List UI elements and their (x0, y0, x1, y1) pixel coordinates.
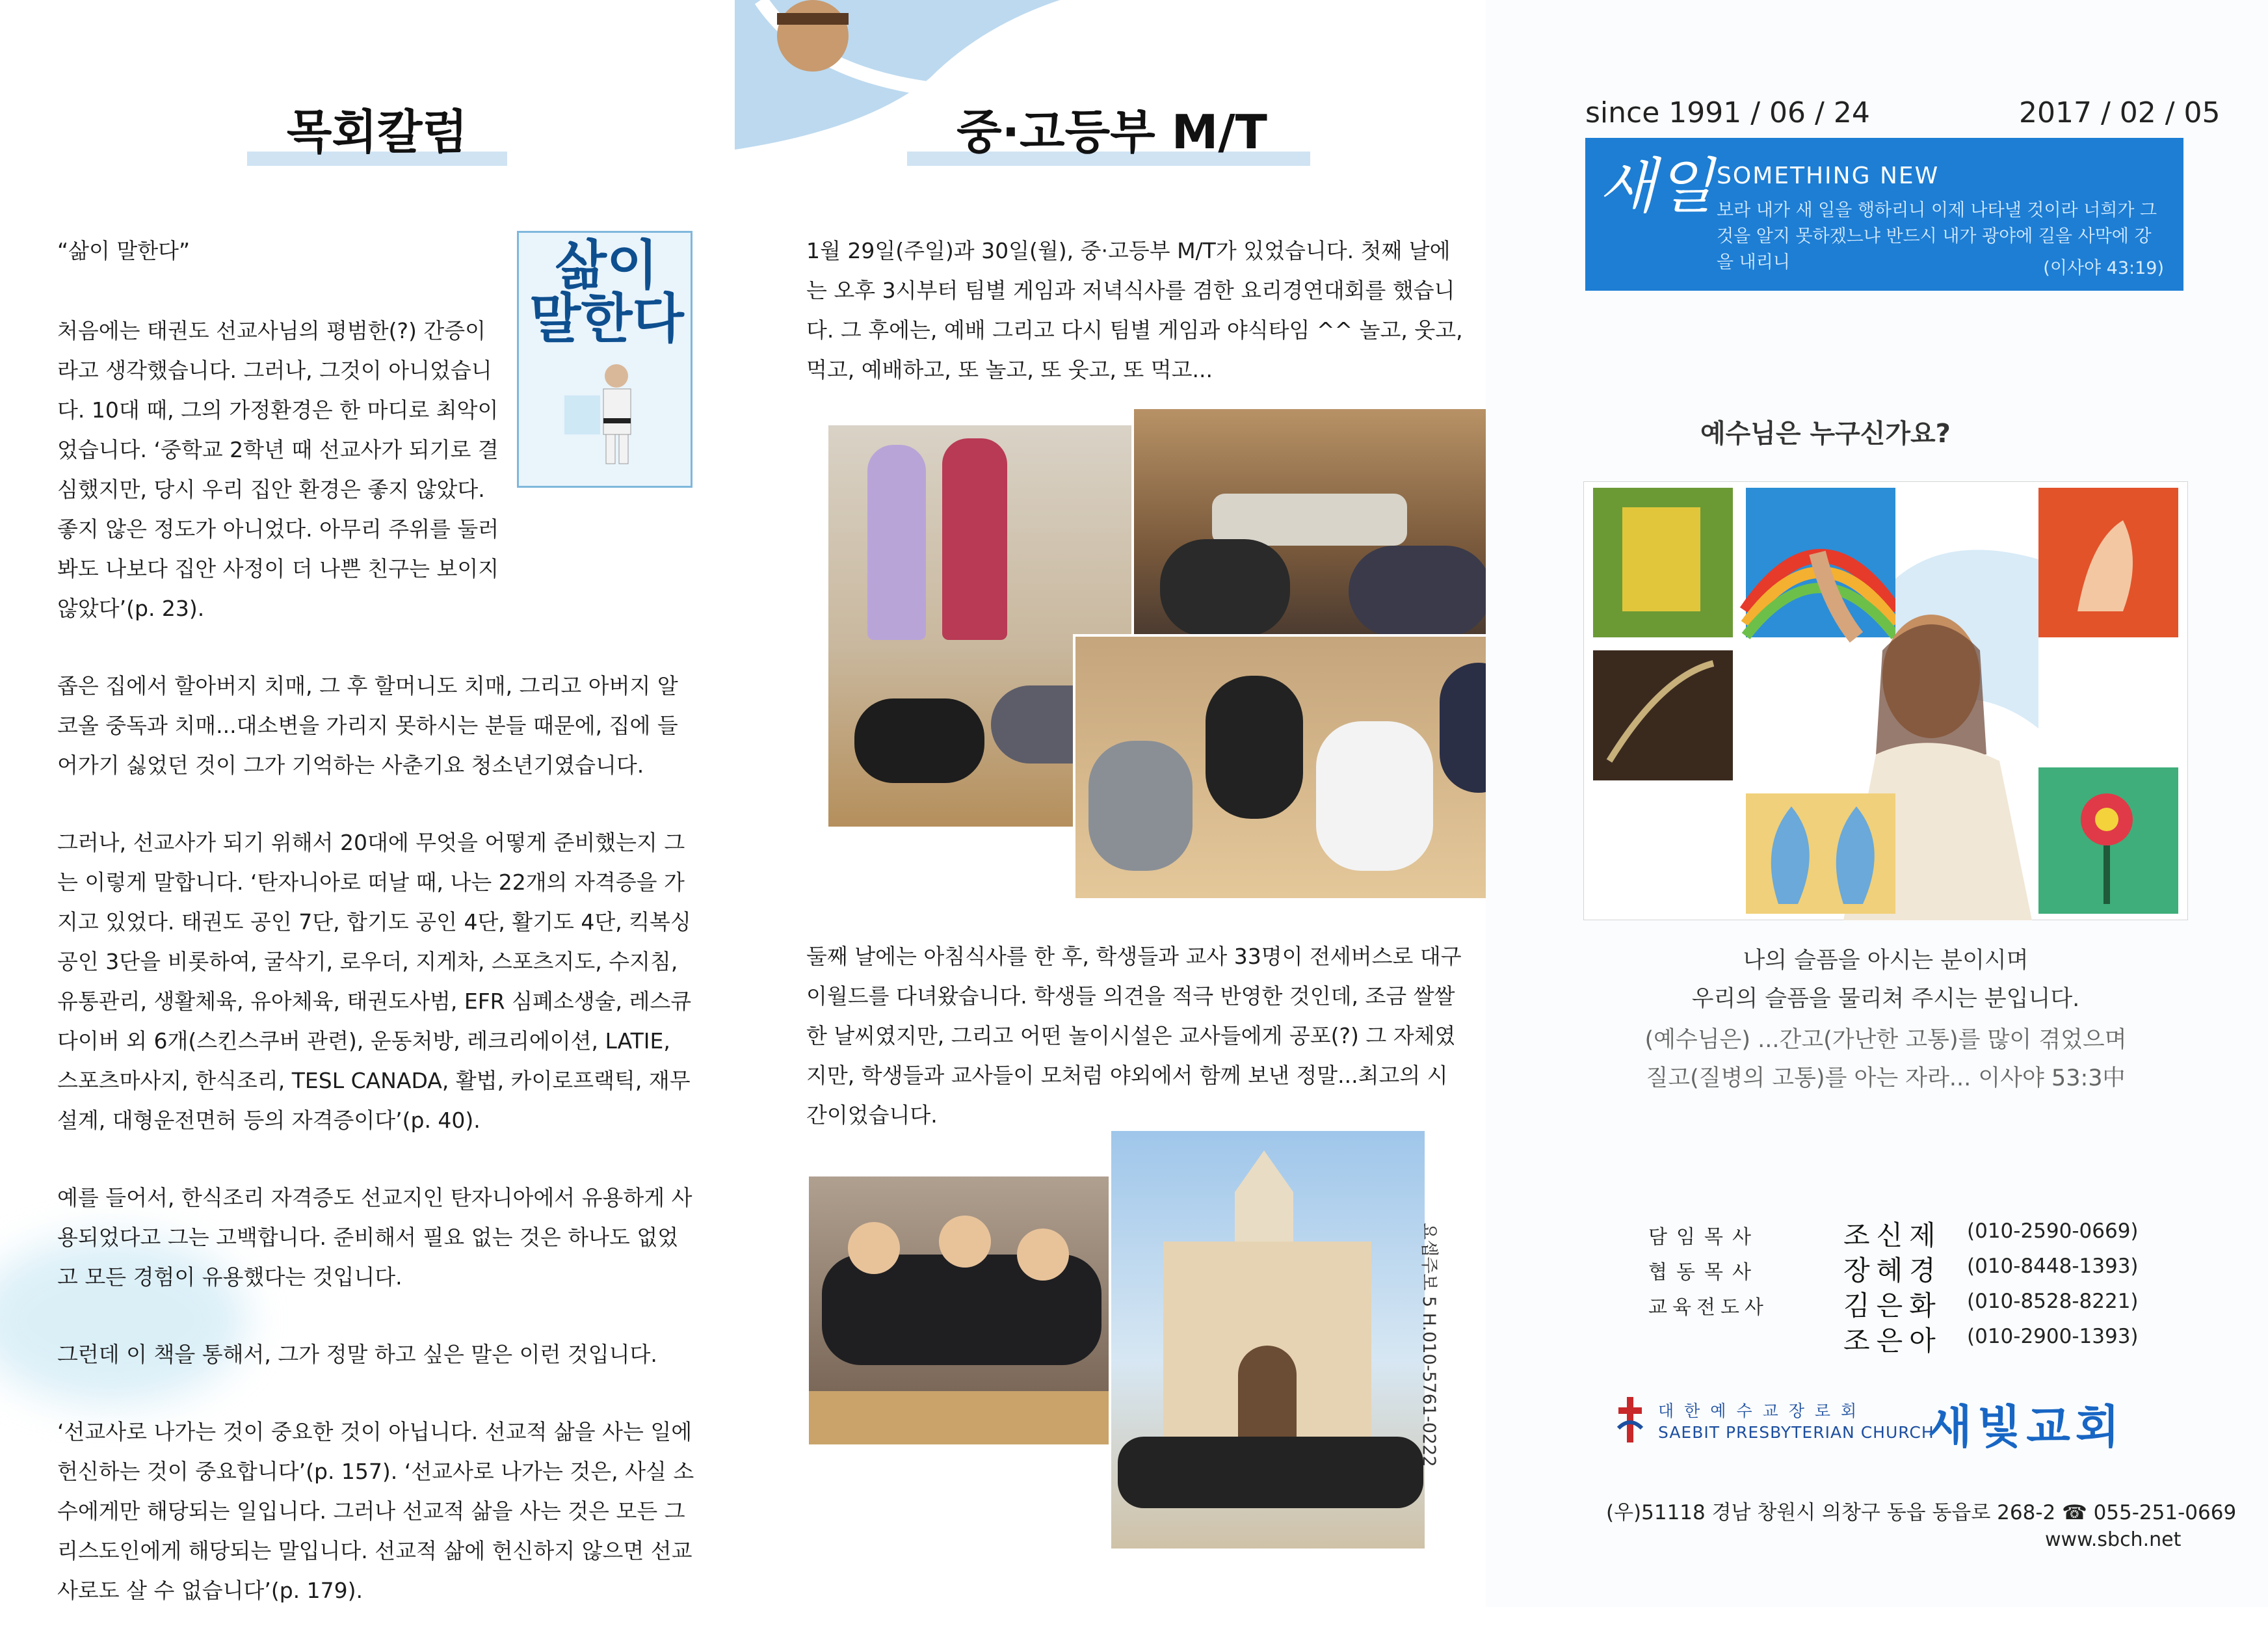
staff-name: 장혜경 (1843, 1255, 1942, 1286)
paragraph: ‘선교사로 나가는 것이 중요한 것이 아닙니다. 선교적 삶을 사는 일에 헌신하는 것이 중요합니다’(p. 157). ‘선교사로 나가는 것은, 사실 소수에게만 해당되는 일입니다. 그러나 선교적 삶을 사는 것은 모든 그리스도인에게 해당되는 말입니다. 선교적 삶에 헌신하지 않으면 선교사로도 살 수 없습니다’(p. 179). (57, 1419, 694, 1603)
painting-caption-2: 우리의 슬픔을 물리쳐 주시는 분입니다. (1691, 986, 2080, 1012)
staff-list (1648, 1213, 2234, 1357)
church-website[interactable]: www.sbch.net (2045, 1528, 2182, 1551)
staff-phone[interactable]: (010-2590-0669) (1967, 1219, 2139, 1243)
staff-row (1648, 1283, 2234, 1322)
church-name: 새빛교회 (1928, 1400, 2125, 1454)
church-cross-icon (1616, 1397, 1644, 1442)
saeil-logo: 새일 (1598, 152, 1714, 221)
photo-cooking-contest (1131, 406, 1541, 641)
photo-eworld-group (1109, 1128, 1427, 1551)
youth-mt-panel (735, 0, 1486, 1607)
banner-verse-ref: (이사야 43:19) (2043, 258, 2164, 278)
painting-caption-3: (예수님은) ...간고(가난한 고통)를 많이 겪었으며 (1644, 1027, 2127, 1053)
photo-sitting-circle (1073, 634, 1522, 901)
staff-name: 조신제 (1843, 1219, 1942, 1251)
something-new-banner (1585, 138, 2183, 291)
photo-group-indoor (806, 1174, 1115, 1447)
staff-phone[interactable]: (010-8448-1393) (1967, 1255, 2139, 1278)
staff-name: 조은아 (1843, 1325, 1942, 1357)
staff-row (1648, 1213, 2234, 1251)
banner-verse: 보라 내가 새 일을 행하리니 이제 나타낼 것이라 너희가 그것을 알지 못하겠느냐 반드시 내가 광야에 길을 사막에 강을 내리니 (1717, 200, 2157, 272)
book-cover-title: 삶이 말한다 (529, 235, 684, 350)
staff-role: 담임목사 (1648, 1226, 1760, 1249)
pastor-column-title: 목회칼럼 (286, 105, 468, 159)
paragraph: 그런데 이 책을 통해서, 그가 정말 하고 싶은 말은 이런 것입니다. (57, 1342, 657, 1367)
staff-row (1648, 1318, 2234, 1357)
paragraph: 예를 들어서, 한식조리 자격증도 선교지인 탄자니아에서 유용하게 사용되었다고 그는 고백합니다. 준비해서 필요 없는 것은 하나도 없었고 모든 경험이 유용했다는 것입니다. (57, 1185, 692, 1290)
since-date: since 1991 / 06 / 24 (1585, 96, 1870, 129)
paragraph: 좁은 집에서 할아버지 치매, 그 후 할머니도 치매, 그리고 아버지 알코올 중독과 치매...대소변을 가리지 못하시는 분들 때문에, 집에 들어가기 싫었던 것이 그가 기억하는 사춘기요 청소년기였습니다. (57, 673, 678, 778)
staff-role: 교육전도사 (1648, 1296, 1769, 1319)
bulletin-cover-panel (1486, 0, 2268, 1607)
column-pastor-panel (0, 0, 735, 1607)
painting-caption-1: 나의 슬픔을 아시는 분이시며 (1743, 948, 2029, 974)
paragraph: 그러나, 선교사가 되기 위해서 20대에 무엇을 어떻게 준비했는지 그는 이렇게 말합니다. ‘탄자니아로 떠날 때, 나는 22개의 자격증을 가지고 있었다. 태권도 공인 7단, 합기도 공인 4단, 활기도 4단, 킥복싱 공인 3단을 비롯하여, 굴삭기, 로우더, 지게차, 스포츠지도, 수지침, 유통관리, 생활체육, 유아체육, 태권도사범, EFR 심폐소생술, 레스큐 다이버 외 6개(스킨스쿠버 관련), 운동처방, 레크리에이션, LATIE, 스포츠마사지, 한식조리, TESL CANADA, 활법, 카이로프랙틱, 재무설계, 대형운전면허 등의 자격증이다’(p. 40). (57, 830, 692, 1133)
bulletin-date: 2017 / 02 / 05 (2019, 96, 2221, 129)
mt-paragraph-2: 둘째 날에는 아침식사를 한 후, 학생들과 교사 33명이 전세버스로 대구 이월드를 다녀왔습니다. 학생들 의견을 적극 반영한 것인데, 조금 쌀쌀한 날씨였지만, 그리고 어떤 놀이시설은 교사들에게 공포(?) 그 자체였지만, 학생들과 교사들이 모처럼 야외에서 함께 보낸 정말...최고의 시간이었습니다. (806, 944, 1462, 1128)
pastor-column-body (57, 311, 694, 1648)
jesus-question: 예수님은 누구신가요? (1700, 419, 1951, 449)
quote-heading: “삶이 말한다” (57, 238, 191, 263)
staff-name: 김은화 (1843, 1290, 1942, 1322)
staff-phone[interactable]: (010-8528-8221) (1967, 1290, 2139, 1313)
denomination-label: 대한예수교장로회 (1658, 1402, 1867, 1420)
something-new-label: SOMETHING NEW (1717, 163, 1940, 189)
staff-phone[interactable]: (010-2900-1393) (1967, 1325, 2139, 1348)
staff-row (1648, 1248, 2234, 1286)
mt-paragraph-1: 1월 29일(주일)과 30일(월), 중·고등부 M/T가 있었습니다. 첫째 날에는 오후 3시부터 팀별 게임과 저녁식사를 겸한 요리경연대회를 했습니다. 그 후에는, 예배 그리고 다시 팀별 게임과 야식타임 ^^ 놀고, 웃고, 먹고, 예배하고, 또 놀고, 또 웃고, 또 먹고... (806, 238, 1463, 382)
jesus-painting (1583, 481, 2188, 920)
painting-caption-4: 질고(질병의 고통)를 아는 자라... 이사야 53:3中 (1646, 1065, 2126, 1091)
youth-mt-title: 중·고등부 M/T (956, 105, 1267, 159)
side-vertical-text: 요셉주보 5 H.010-5761-0222 (1419, 1223, 1439, 1467)
church-english-name: SAEBIT PRESBYTERIAN CHURCH (1658, 1423, 1934, 1442)
church-address: (우)51118 경남 창원시 의창구 동읍 동읍로 268-2 ☎ 055-251-0669 (1606, 1501, 2237, 1524)
staff-role: 협동목사 (1648, 1261, 1760, 1284)
paragraph: 처음에는 태권도 선교사님의 평범한(?) 간증이라고 생각했습니다. 그러나, 그것이 아니었습니다. 10대 때, 그의 가정환경은 한 마디로 최악이었습니다. ‘중학교 2학년 때 선교사가 되기로 결심했지만, 당시 우리 집안 환경은 좋지 않았다. 좋지 않은 정도가 아니었다. 아무리 주위를 둘러봐도 나보다 집안 사정이 더 나쁜 친구는 보이지 않았다’(p. 23). (57, 318, 499, 621)
